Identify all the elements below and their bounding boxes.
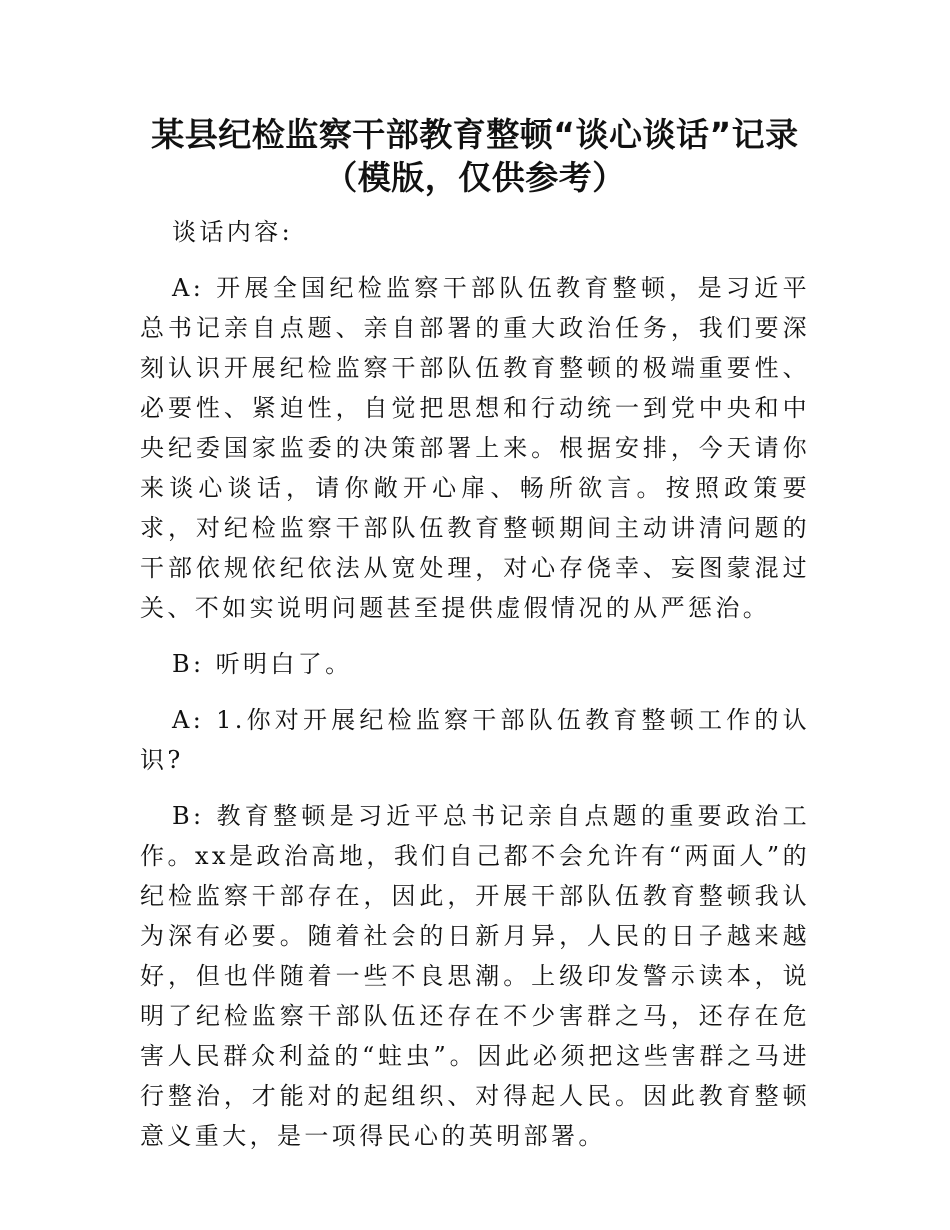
paragraph-text: 谈话内容: (172, 218, 294, 246)
document-title: 某县纪检监察干部教育整顿“谈心谈话”记录 (151, 115, 799, 154)
paragraph-text: 教育整顿是习近平总书记亲自点题的重要政治工作。xx是政治高地，我们自己都不会允许有“两面人”的纪检监察干部存在，因此，开展干部队伍教育整顿我认为深有必要。随着社会的日新月异，人民的日子越来越好，但也伴随着一些不良思潮。上级印发警示读本，说明了纪检监察干部队伍还存在不少害群之马，还存在危害人民群众利益的“蛀虫”。因此必须把这些害群之马进行整治，才能对的起组织、对得起人民。因此教育整顿意义重大，是一项得民心的英明部署。 (140, 802, 810, 1150)
paragraph-text: 1.你对开展纪检监察干部队伍教育整顿工作的认识? (140, 706, 810, 774)
speaker-label: B: (172, 650, 216, 678)
paragraph-text: 听明白了。 (215, 650, 353, 678)
document-subtitle: （模版，仅供参考） (324, 158, 626, 197)
paragraph-text: 开展全国纪检监察干部队伍教育整顿，是习近平总书记亲自点题、亲自部署的重大政治任务，我们要深刻认识开展纪检监察干部队伍教育整顿的极端重要性、必要性、紧迫性，自觉把思想和行动统一到党中央和中央纪委国家监委的决策部署上来。根据安排，今天请你来谈心谈话，请你敞开心扉、畅所欲言。按照政策要求，对纪检监察干部队伍教育整顿期间主动讲清问题的干部依规依纪依法从宽处理，对心存侥幸、妄图蒙混过关、不如实说明问题甚至提供虚假情况的从严惩治。 (140, 274, 810, 622)
speaker-label: B: (172, 802, 217, 830)
document-body (140, 212, 810, 1172)
paragraph-b-2 (140, 796, 810, 1156)
paragraph-intro (140, 212, 810, 252)
paragraph-a-1 (140, 268, 810, 628)
speaker-label: A: (172, 706, 217, 734)
paragraph-b-1 (140, 644, 810, 684)
paragraph-a-2 (140, 700, 810, 780)
speaker-label: A: (172, 274, 217, 302)
